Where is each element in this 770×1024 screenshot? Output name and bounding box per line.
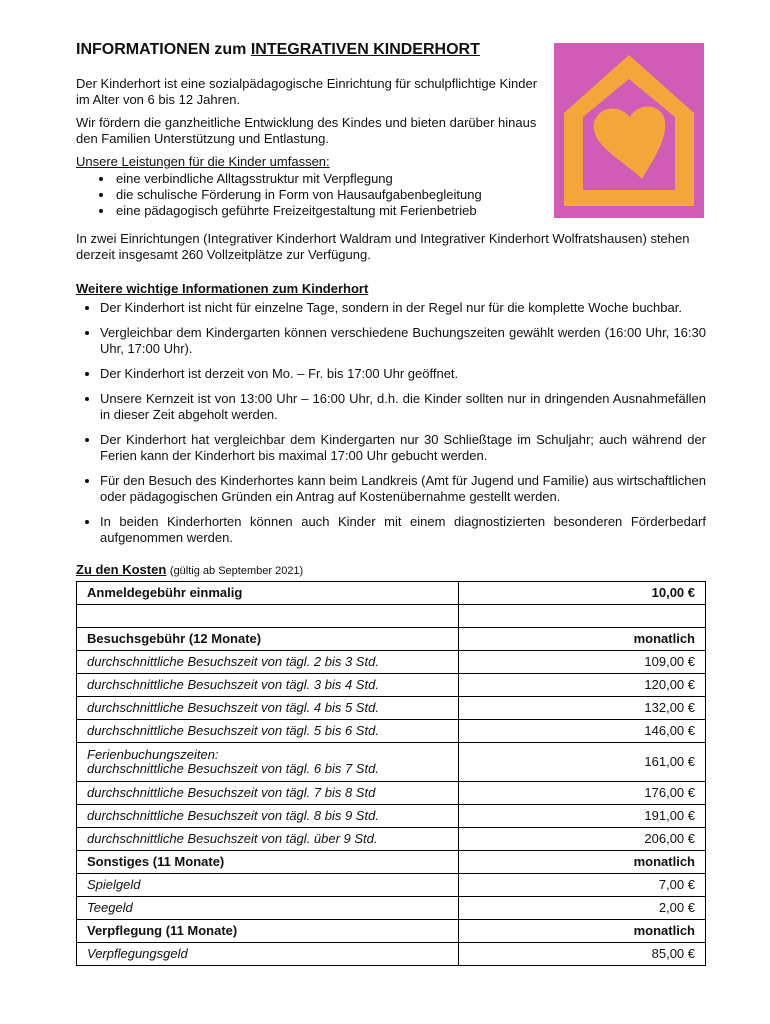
list-item: • eine pädagogisch geführte Freizeitgestaltung mit Ferienbetrieb — [114, 203, 546, 219]
cost-label: durchschnittliche Besuchszeit von tägl. 4 bis 5 Std. — [77, 697, 459, 720]
cost-label: Teegeld — [77, 897, 459, 920]
table-row — [77, 651, 706, 674]
table-row — [77, 828, 706, 851]
cost-amount: monatlich — [459, 920, 706, 943]
cost-label: durchschnittliche Besuchszeit von tägl. 3 bis 4 Std. — [77, 674, 459, 697]
intro-paragraph-2: Wir fördern die ganzheitliche Entwicklung des Kindes und bieten darüber hinaus den Familien Unterstützung und Entlastung. — [76, 115, 537, 146]
table-row — [77, 851, 706, 874]
cost-amount: 10,00 € — [459, 582, 706, 605]
page-title — [76, 40, 706, 60]
table-row — [77, 897, 706, 920]
list-item: • Für den Besuch des Kinderhortes kann beim Landkreis (Amt für Jugend und Familie) aus wirtschaftlichen oder pädagogischen Gründen ein Antrag auf Kostenübernahme gestellt werden. — [100, 473, 706, 505]
cost-amount: 132,00 € — [459, 697, 706, 720]
table-row — [77, 605, 706, 628]
kosten-title: Zu den Kosten — [76, 562, 167, 577]
weitere-list — [76, 300, 706, 546]
cost-label: Verpflegungsgeld — [77, 943, 459, 966]
cost-label: Besuchsgebühr (12 Monate) — [77, 628, 459, 651]
document-page — [76, 40, 706, 966]
table-row — [77, 628, 706, 651]
kosten-heading — [76, 562, 706, 579]
list-item: • Der Kinderhort ist derzeit von Mo. – Fr. bis 17:00 Uhr geöffnet. — [100, 366, 706, 382]
cost-amount: 161,00 € — [459, 743, 706, 782]
list-item: • Der Kinderhort ist nicht für einzelne Tage, sondern in der Regel nur für die komplette Woche buchbar. — [100, 300, 706, 316]
list-item: • Unsere Kernzeit ist von 13:00 Uhr – 16:00 Uhr, d.h. die Kinder sollten nur in dringenden Ausnahmefällen in dieser Zeit abgeholt werden. — [100, 391, 706, 423]
table-row — [77, 697, 706, 720]
cost-label: Verpflegung (11 Monate) — [77, 920, 459, 943]
cost-amount: 109,00 € — [459, 651, 706, 674]
cost-amount: 120,00 € — [459, 674, 706, 697]
cost-label-line: durchschnittliche Besuchszeit von tägl. 6 bis 7 Std. — [87, 761, 379, 776]
cost-amount: 206,00 € — [459, 828, 706, 851]
table-row — [77, 782, 706, 805]
title-prefix: INFORMATIONEN zum — [76, 41, 251, 58]
leistungen-list — [76, 171, 546, 219]
title-underlined: INTEGRATIVEN KINDERHORT — [250, 41, 480, 58]
table-row — [77, 943, 706, 966]
cost-amount — [459, 605, 706, 628]
cost-label-line: Ferienbuchungszeiten: — [87, 747, 219, 762]
cost-amount: monatlich — [459, 628, 706, 651]
cost-amount: 191,00 € — [459, 805, 706, 828]
cost-amount: 146,00 € — [459, 720, 706, 743]
einrichtungen-paragraph: In zwei Einrichtungen (Integrativer Kinderhort Waldram und Integrativer Kinderhort Wolfratshausen) stehen derzeit insgesamt 260 Vollzeitplätze zur Verfügung. — [76, 231, 690, 262]
cost-amount: monatlich — [459, 851, 706, 874]
intro-paragraph-1: Der Kinderhort ist eine sozialpädagogische Einrichtung für schulpflichtige Kinder im Alter von 6 bis 12 Jahren. — [76, 76, 538, 107]
cost-label: durchschnittliche Besuchszeit von tägl. 7 bis 8 Std — [77, 782, 459, 805]
cost-label: durchschnittliche Besuchszeit von tägl. 8 bis 9 Std. — [77, 805, 459, 828]
list-item: • Der Kinderhort hat vergleichbar dem Kindergarten nur 30 Schließtage im Schuljahr; auch während der Ferien kann der Kinderhort bis maximal 17:00 Uhr gebucht werden. — [100, 432, 706, 464]
cost-amount: 7,00 € — [459, 874, 706, 897]
cost-label: Sonstiges (11 Monate) — [77, 851, 459, 874]
table-row — [77, 805, 706, 828]
cost-amount: 2,00 € — [459, 897, 706, 920]
weitere-heading: Weitere wichtige Informationen zum Kinderhort — [76, 281, 369, 296]
list-item: • eine verbindliche Alltagsstruktur mit Verpflegung — [114, 171, 546, 187]
table-row — [77, 582, 706, 605]
cost-label: Anmeldegebühr einmalig — [77, 582, 459, 605]
kosten-note: (gültig ab September 2021) — [169, 565, 304, 577]
table-row — [77, 674, 706, 697]
cost-label — [77, 605, 459, 628]
cost-amount: 176,00 € — [459, 782, 706, 805]
cost-label: durchschnittliche Besuchszeit von tägl. 2 bis 3 Std. — [77, 651, 459, 674]
list-item: • die schulische Förderung in Form von Hausaufgabenbegleitung — [114, 187, 546, 203]
cost-label: Spielgeld — [77, 874, 459, 897]
table-row — [77, 720, 706, 743]
cost-label: durchschnittliche Besuchszeit von tägl. 5 bis 6 Std. — [77, 720, 459, 743]
list-item: • In beiden Kinderhorten können auch Kinder mit einem diagnostizierten besonderen Förderbedarf aufgenommen werden. — [100, 514, 706, 546]
table-row — [77, 920, 706, 943]
cost-label: durchschnittliche Besuchszeit von tägl. über 9 Std. — [77, 828, 459, 851]
cost-amount: 85,00 € — [459, 943, 706, 966]
intro-section — [76, 76, 546, 219]
leistungen-heading: Unsere Leistungen für die Kinder umfassen: — [76, 154, 330, 169]
cost-label — [77, 743, 459, 782]
table-row — [77, 743, 706, 782]
table-row — [77, 874, 706, 897]
kosten-table — [76, 581, 706, 966]
list-item: • Vergleichbar dem Kindergarten können verschiedene Buchungszeiten gewählt werden (16:00 Uhr, 16:30 Uhr, 17:00 Uhr). — [100, 325, 706, 357]
